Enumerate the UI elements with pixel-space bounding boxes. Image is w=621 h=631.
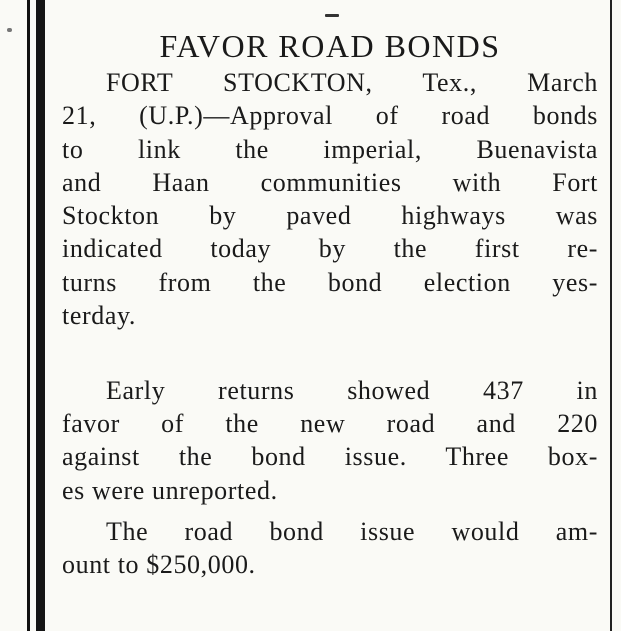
- text-line: favor of the new road and 220: [62, 408, 598, 438]
- column-rule-left-thin: [27, 0, 30, 631]
- text-line: es were unreported.: [62, 475, 278, 505]
- text-line: ount to $250,000.: [62, 550, 256, 580]
- text-line: against the bond issue. Three box-: [62, 442, 598, 472]
- paragraph-2: [62, 374, 598, 507]
- column-rule-left-thick: [36, 0, 45, 631]
- text-line: [62, 332, 598, 365]
- ink-mark: [325, 14, 339, 17]
- text-line: Stockton by paved highways was: [62, 201, 598, 231]
- paragraph-3: [62, 515, 598, 582]
- ink-speck: [7, 28, 12, 32]
- paragraph-1: [62, 66, 598, 366]
- text-line: FORT STOCKTON, Tex., March: [106, 68, 598, 97]
- article: [62, 26, 598, 581]
- text-line: turns from the bond election yes-: [62, 267, 598, 297]
- column-rule-right: [610, 0, 612, 631]
- text-line: The road bond issue would am-: [106, 516, 598, 546]
- text-line: Early returns showed 437 in: [106, 375, 598, 405]
- text-line: 21, (U.P.)—Approval of road bonds: [62, 101, 598, 131]
- text-line: and Haan communities with Fort: [62, 167, 598, 197]
- headline: FAVOR ROAD BONDS: [159, 28, 501, 64]
- text-line: indicated today by the first re-: [62, 234, 598, 264]
- text-line: to link the imperial, Buenavista: [62, 134, 598, 164]
- text-line: terday.: [62, 301, 136, 331]
